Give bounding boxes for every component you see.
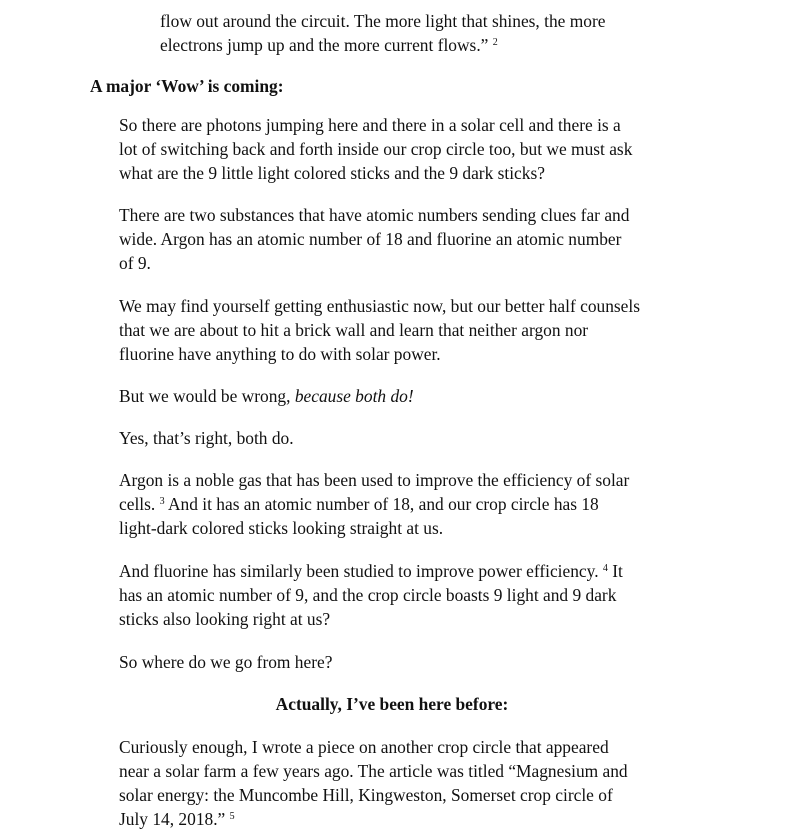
paragraph-7-line-1-start: And fluorine has similarly been studied to improve power efficiency. (119, 561, 603, 581)
paragraph-7-line-1 (119, 559, 623, 583)
paragraph-5: Yes, that’s right, both do. (119, 428, 294, 448)
paragraph-9-line-2: near a solar farm a few years ago. The article was titled “Magnesium and (119, 761, 628, 781)
paragraph-6-line-1: Argon is a noble gas that has been used to improve the efficiency of solar (119, 470, 630, 490)
paragraph-2-line-3: of 9. (119, 253, 151, 273)
paragraph-7-line-2: has an atomic number of 9, and the crop circle boasts 9 light and 9 dark (119, 585, 617, 605)
quote-line-2 (160, 33, 498, 57)
paragraph-3-line-2: that we are about to hit a brick wall and learn that neither argon nor (119, 320, 589, 340)
paragraph-4-text: But we would be wrong, (119, 386, 295, 406)
footnote-ref-4[interactable]: 4 (602, 563, 608, 574)
paragraph-7-line-1-end: It (607, 561, 623, 581)
footnote-ref-3[interactable]: 3 (159, 496, 165, 507)
quote-line-1: flow out around the circuit. The more light that shines, the more (160, 11, 606, 31)
paragraph-1-line-1: So there are photons jumping here and there in a solar cell and there is a (119, 115, 621, 135)
section-heading-before: Actually, I’ve been here before: (275, 694, 509, 714)
paragraph-1-line-3: what are the 9 little light colored sticks and the 9 dark sticks? (119, 163, 545, 183)
paragraph-9-line-3: solar energy: the Muncombe Hill, Kingweston, Somerset crop circle of (119, 785, 613, 805)
paragraph-2-line-1: There are two substances that have atomic numbers sending clues far and (119, 205, 630, 225)
paragraph-2-line-2: wide. Argon has an atomic number of 18 and fluorine an atomic number (119, 229, 622, 249)
paragraph-9-line-1: Curiously enough, I wrote a piece on another crop circle that appeared (119, 737, 609, 757)
paragraph-6-line-3: light-dark colored sticks looking straight at us. (119, 518, 444, 538)
paragraph-9-line-4-text: July 14, 2018.” (119, 809, 226, 829)
paragraph-1-line-2: lot of switching back and forth inside our crop circle too, but we must ask (119, 139, 633, 159)
footnote-ref-2[interactable]: 2 (492, 37, 498, 48)
section-heading-wow: A major ‘Wow’ is coming: (90, 76, 284, 96)
footnote-ref-5[interactable]: 5 (229, 811, 235, 822)
paragraph-3-line-3: fluorine have anything to do with solar power. (119, 344, 441, 364)
paragraph-6-line-2 (119, 492, 599, 516)
quote-line-2-text: electrons jump up and the more current flows.” (160, 35, 489, 55)
paragraph-4 (119, 384, 414, 408)
paragraph-6-line-2-start: cells. (119, 494, 160, 514)
paragraph-6-line-2-end: And it has an atomic number of 18, and our crop circle has 18 (164, 494, 599, 514)
paragraph-7-line-3: sticks also looking right at us? (119, 609, 331, 629)
paragraph-4-emphasis: because both do! (294, 386, 414, 406)
paragraph-3-line-1: We may find yourself getting enthusiastic now, but our better half counsels (119, 296, 640, 316)
paragraph-8: So where do we go from here? (119, 652, 333, 672)
paragraph-9-line-4 (119, 807, 235, 831)
